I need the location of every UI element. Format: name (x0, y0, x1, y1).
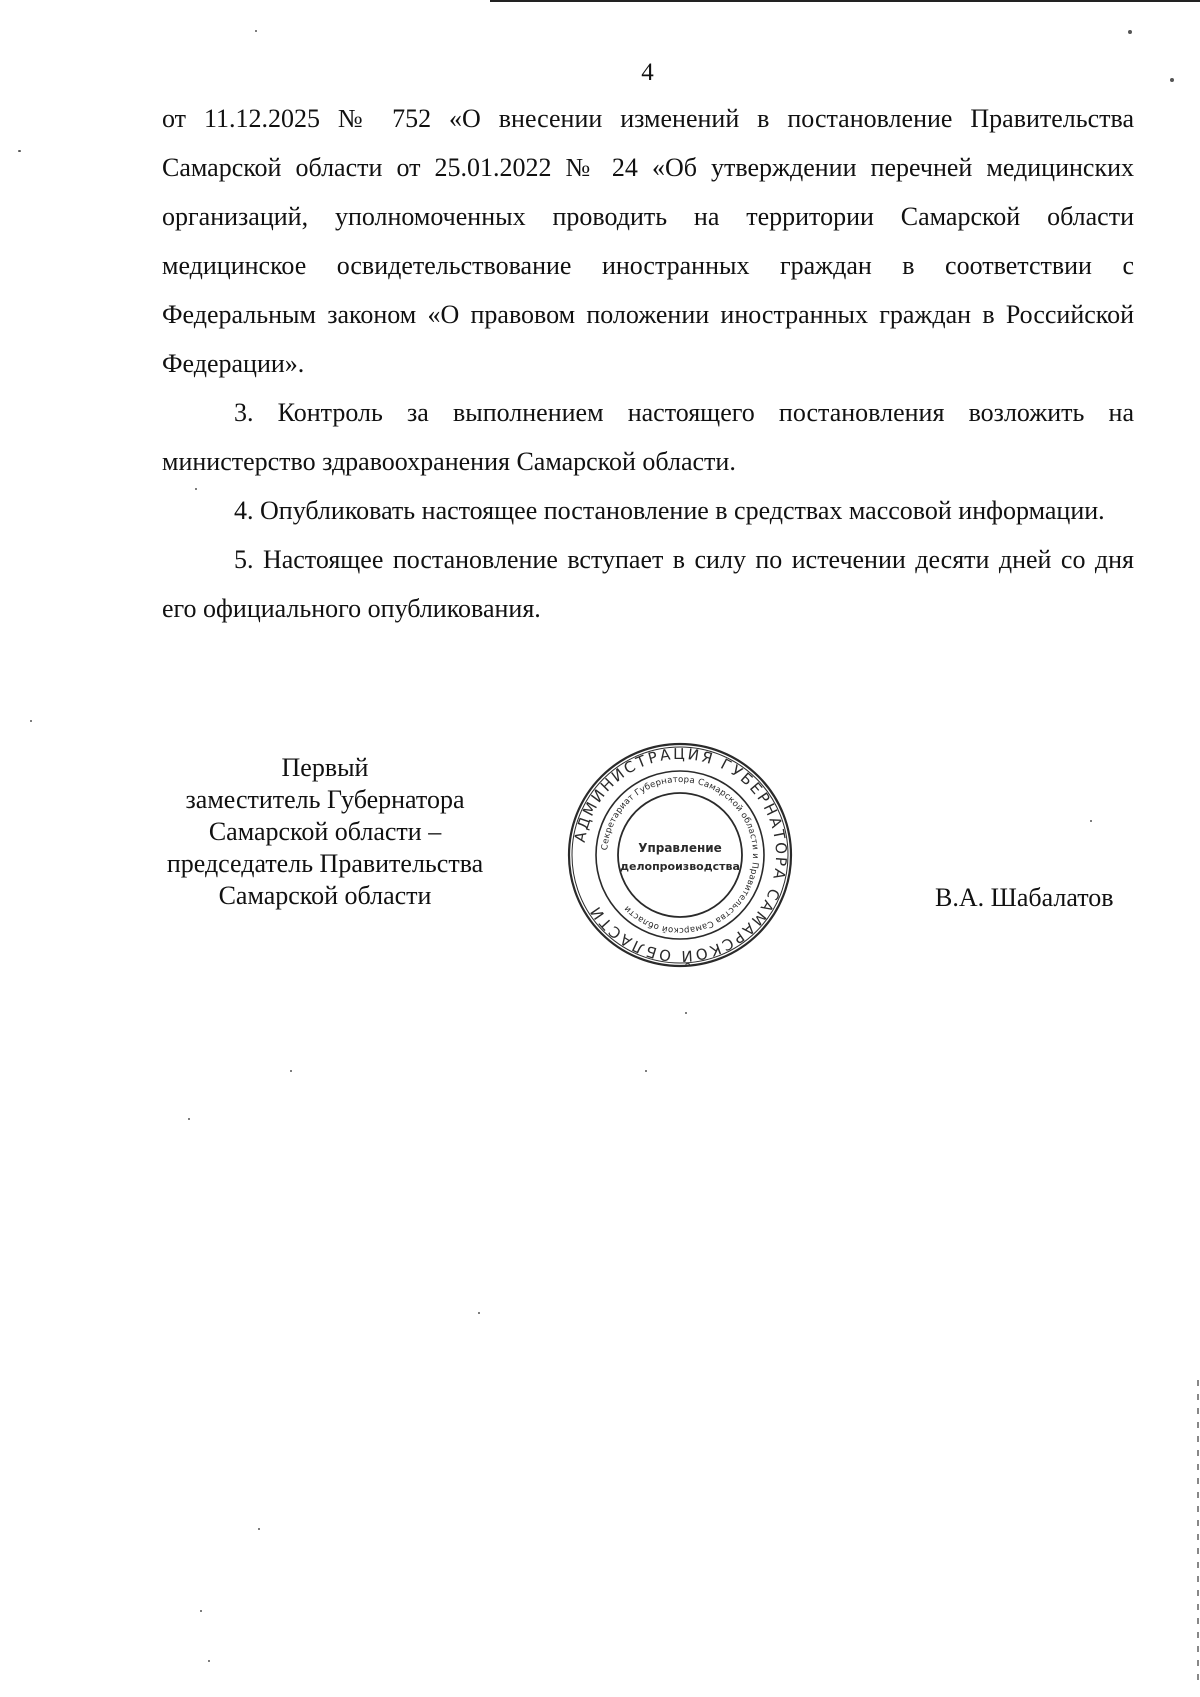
scan-edge-dashes (1197, 1380, 1199, 1680)
scan-speck (255, 30, 257, 32)
seal-graphic (565, 740, 795, 970)
scan-speck (645, 1070, 647, 1072)
scan-speck (200, 1610, 202, 1612)
scan-speck (1128, 30, 1132, 34)
signatory-title-line: председатель Правительства (166, 849, 484, 878)
signatory-title-line: Первый (281, 753, 369, 782)
scan-speck (1090, 820, 1092, 822)
svg-text:АДМИНИСТРАЦИЯ ГУБЕРНАТОРА САМА: АДМИНИСТРАЦИЯ ГУБЕРНАТОРА САМАРСКОЙ ОБЛАСТИ (570, 744, 791, 966)
svg-text:Управление: Управление (638, 841, 722, 855)
scan-speck (685, 1012, 687, 1014)
signatory-name: В.А. Шабалатов (935, 883, 1114, 912)
official-seal (565, 740, 795, 970)
page-number: 4 (641, 59, 654, 86)
signatory-title (140, 752, 510, 912)
scan-speck (208, 1660, 210, 1662)
paragraph-item-3: 3. Контроль за выполнением настоящего постановления возложить на министерство здравоохранения Самарской области. (162, 398, 1134, 476)
paragraph-item-5: 5. Настоящее постановление вступает в силу по истечении десяти дней со дня его официального опубликования. (162, 545, 1134, 623)
scan-speck (18, 150, 21, 152)
scan-speck (30, 720, 32, 722)
scan-speck (290, 1070, 292, 1072)
signatory-title-line: Самарской области – (208, 817, 442, 846)
scan-speck (478, 1312, 480, 1314)
document-body (162, 94, 1134, 633)
signatory-title-line: Самарской области (218, 881, 432, 910)
svg-text:Секретариат Губернатора Самарс: Секретариат Губернатора Самарской области и Правительства Самарской области (600, 774, 761, 936)
svg-text:делопроизводства: делопроизводства (620, 860, 740, 873)
scan-speck (195, 488, 197, 490)
paragraph-item-4: 4. Опубликовать настоящее постановление в средствах массовой информации. (234, 496, 1105, 525)
scan-speck (188, 1118, 190, 1120)
signatory-title-line: заместитель Губернатора (185, 785, 465, 814)
top-border-line (490, 0, 1200, 2)
scan-speck (1170, 78, 1174, 82)
paragraph-continuation: от 11.12.2025 № 752 «О внесении изменений в постановление Правительства Самарской области от 25.01.2022 № 24 «Об утверждении перечней медицинских организаций, уполномоченных проводить на территории Самарской области медицинское освидетельствование иностранных граждан в соответствии с Федеральным законом «О правовом положении иностранных граждан в Российской Федерации». (162, 104, 1134, 378)
scan-speck (258, 1528, 260, 1530)
